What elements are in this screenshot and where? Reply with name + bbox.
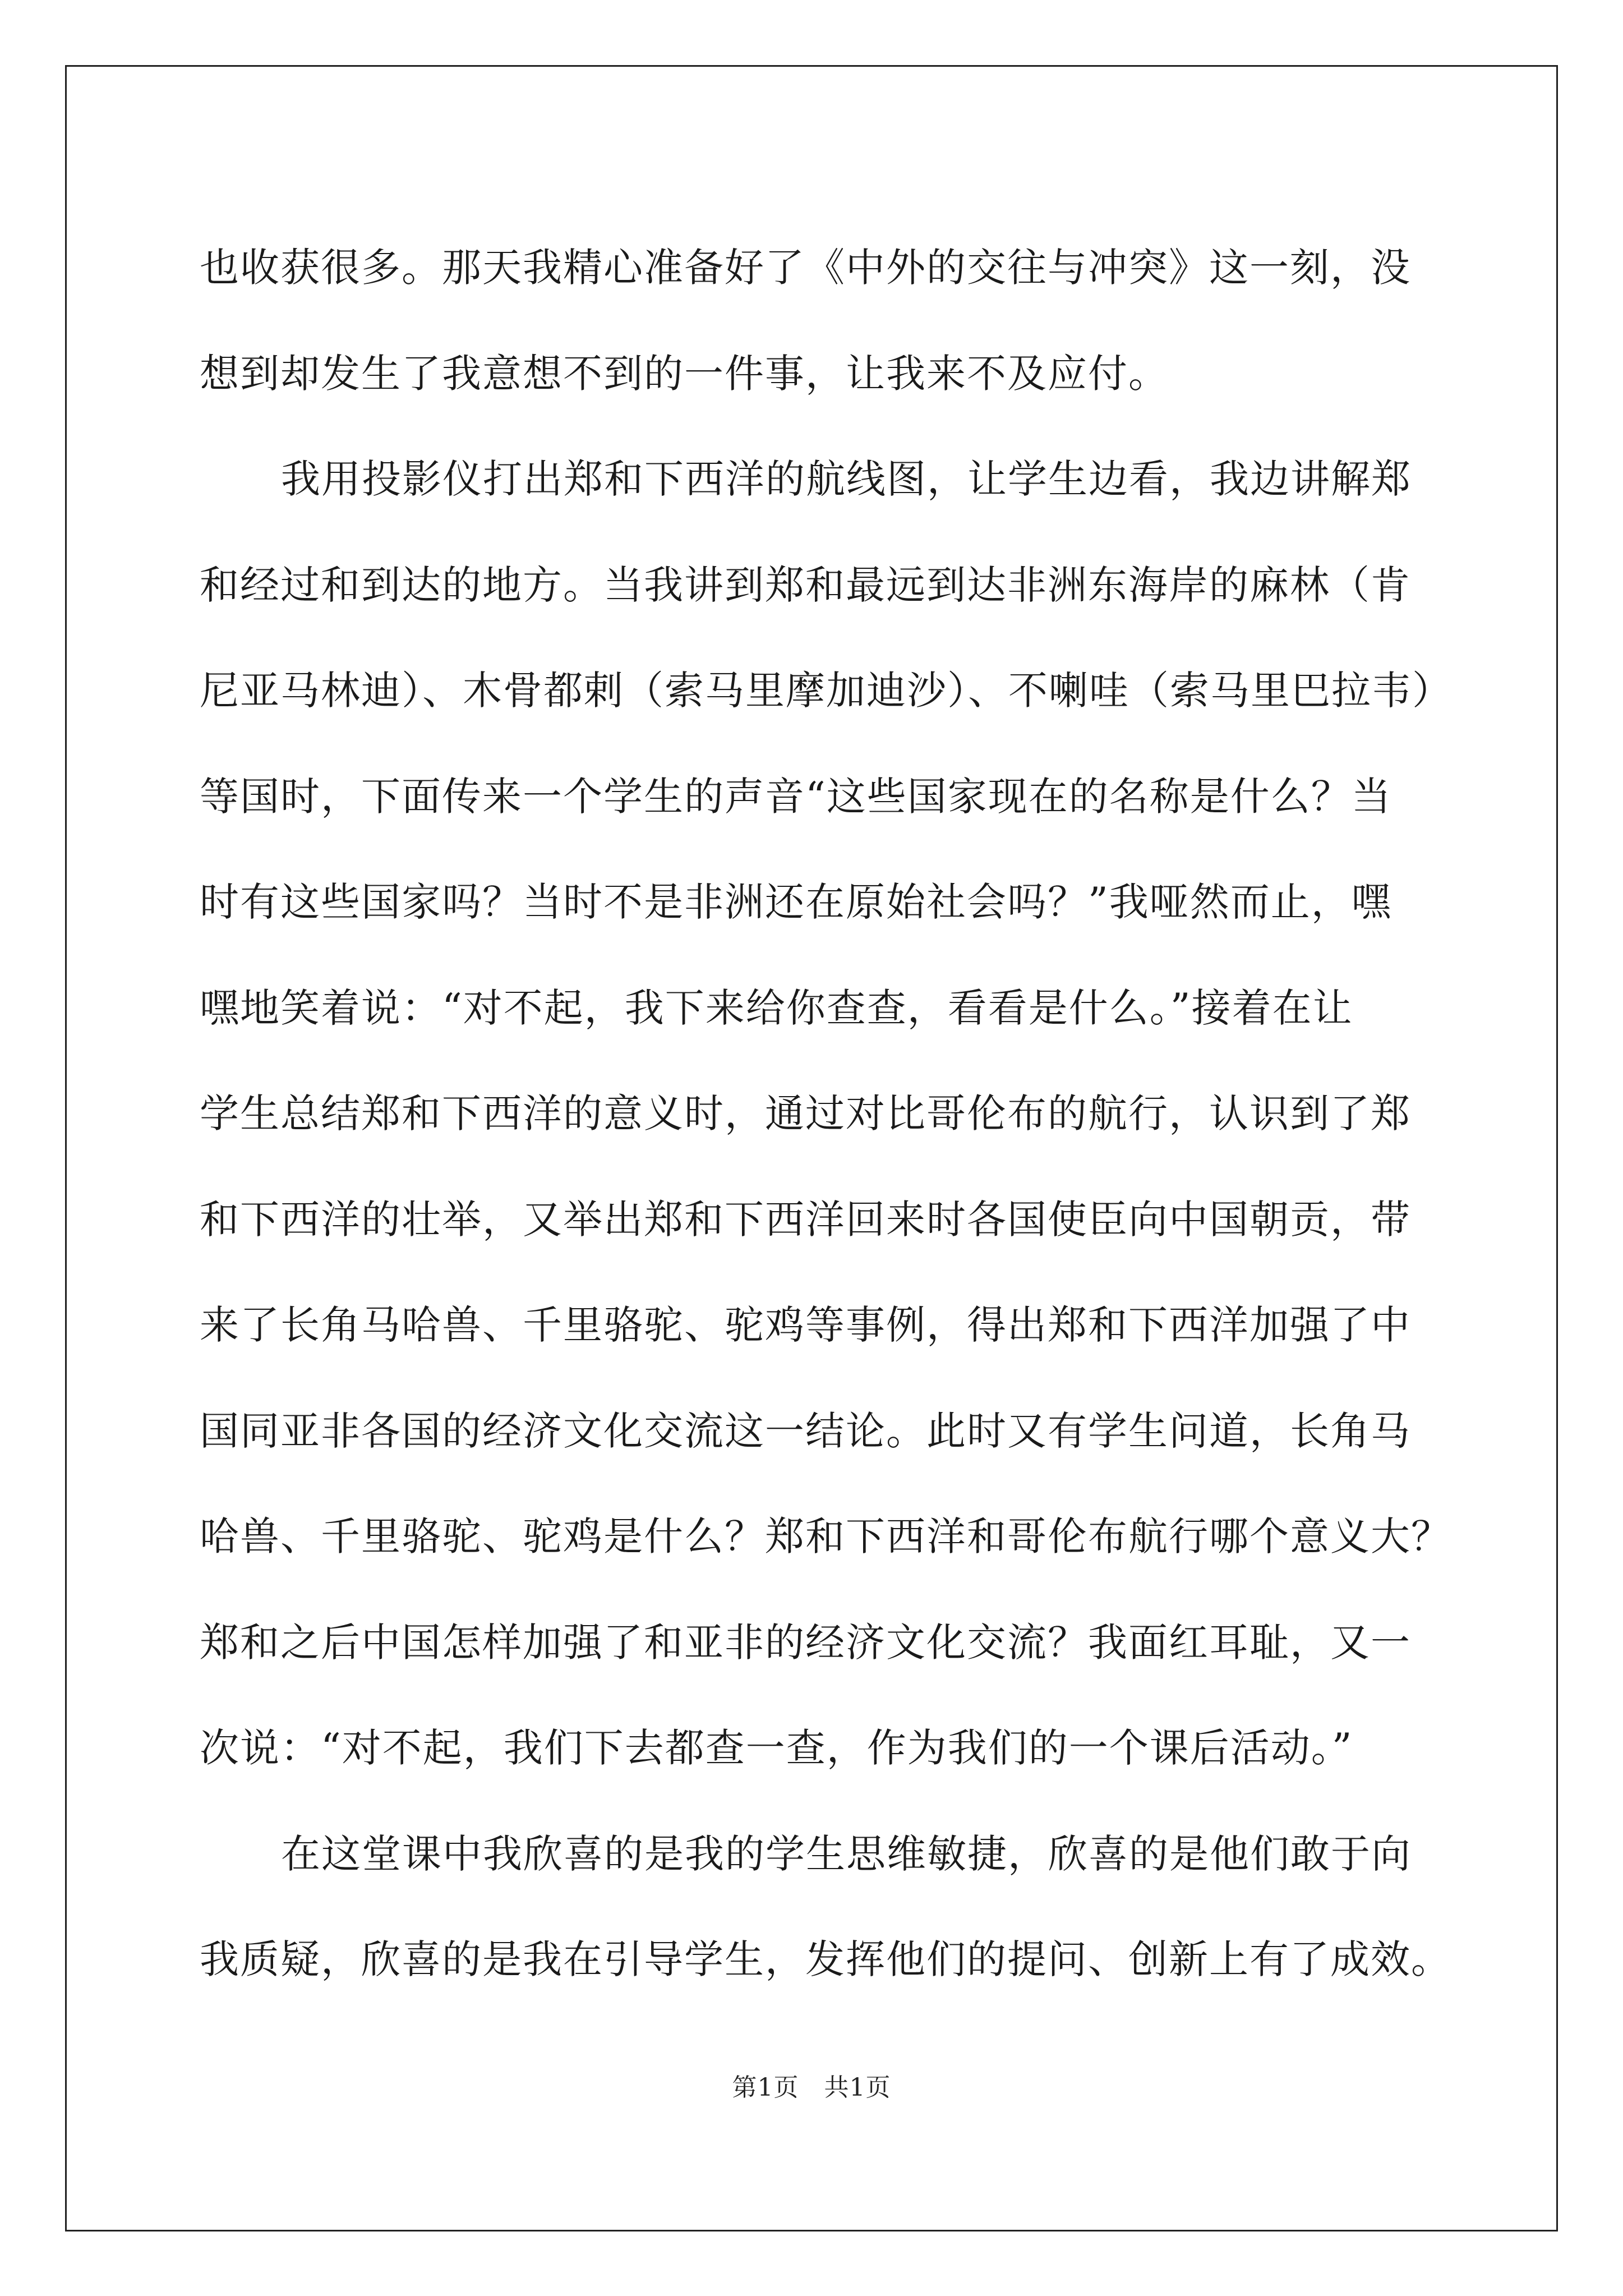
text-line: 时有这些国家吗？当时不是非洲还在原始社会吗？”我哑然而止，嘿 xyxy=(200,879,1392,925)
document-body xyxy=(200,215,1453,2013)
text-line: 学生总结郑和下西洋的意义时，通过对比哥伦布的航行，认识到了郑 xyxy=(200,1091,1411,1137)
text-line: 也收获很多。那天我精心准备好了《中外的交往与冲突》这一刻，没 xyxy=(200,245,1411,291)
text-line: 郑和之后中国怎样加强了和亚非的经济文化交流？我面红耳耻，又一 xyxy=(200,1619,1411,1665)
text-line: 在这堂课中我欣喜的是我的学生思维敏捷，欣喜的是他们敢于向 xyxy=(281,1830,1412,1877)
text-line: 国同亚非各国的经济文化交流这一结论。此时又有学生问道，长角马 xyxy=(200,1407,1411,1454)
paragraph-3 xyxy=(200,1801,1451,2013)
text-line: 想到却发生了我意想不到的一件事，让我来不及应付。 xyxy=(200,350,1169,397)
text-line: 等国时，下面传来一个学生的声音“这些国家现在的名称是什么？当 xyxy=(200,773,1392,820)
page-footer: 第1页 共1页 xyxy=(732,2073,891,2102)
text-line: 我用投影仪打出郑和下西洋的航线图，让学生边看，我边讲解郑 xyxy=(281,456,1412,502)
text-line: 和下西洋的壮举，又举出郑和下西洋回来时各国使臣向中国朝贡，带 xyxy=(200,1196,1411,1243)
text-line: 尼亚马林迪）、木骨都剌（索马里摩加迪沙）、不喇哇（索马里巴拉韦） xyxy=(200,668,1453,714)
text-line: 我质疑，欣喜的是我在引导学生，发挥他们的提问、创新上有了成效。 xyxy=(200,1936,1451,1982)
text-line: 哈兽、千里骆驼、驼鸡是什么？郑和下西洋和哥伦布航行哪个意义大？ xyxy=(200,1513,1451,1559)
text-line: 来了长角马哈兽、千里骆驼、驼鸡等事例，得出郑和下西洋加强了中 xyxy=(200,1302,1411,1348)
text-line: 嘿地笑着说：“对不起，我下来给你查查，看看是什么。”接着在让 xyxy=(200,984,1353,1031)
paragraph-1 xyxy=(200,215,1428,426)
text-line: 和经过和到达的地方。当我讲到郑和最远到达非洲东海岸的麻林（肯 xyxy=(200,562,1411,608)
paragraph-2 xyxy=(200,426,1453,1801)
text-line: 次说：“对不起，我们下去都查一查，作为我们的一个课后活动。” xyxy=(200,1725,1353,1771)
